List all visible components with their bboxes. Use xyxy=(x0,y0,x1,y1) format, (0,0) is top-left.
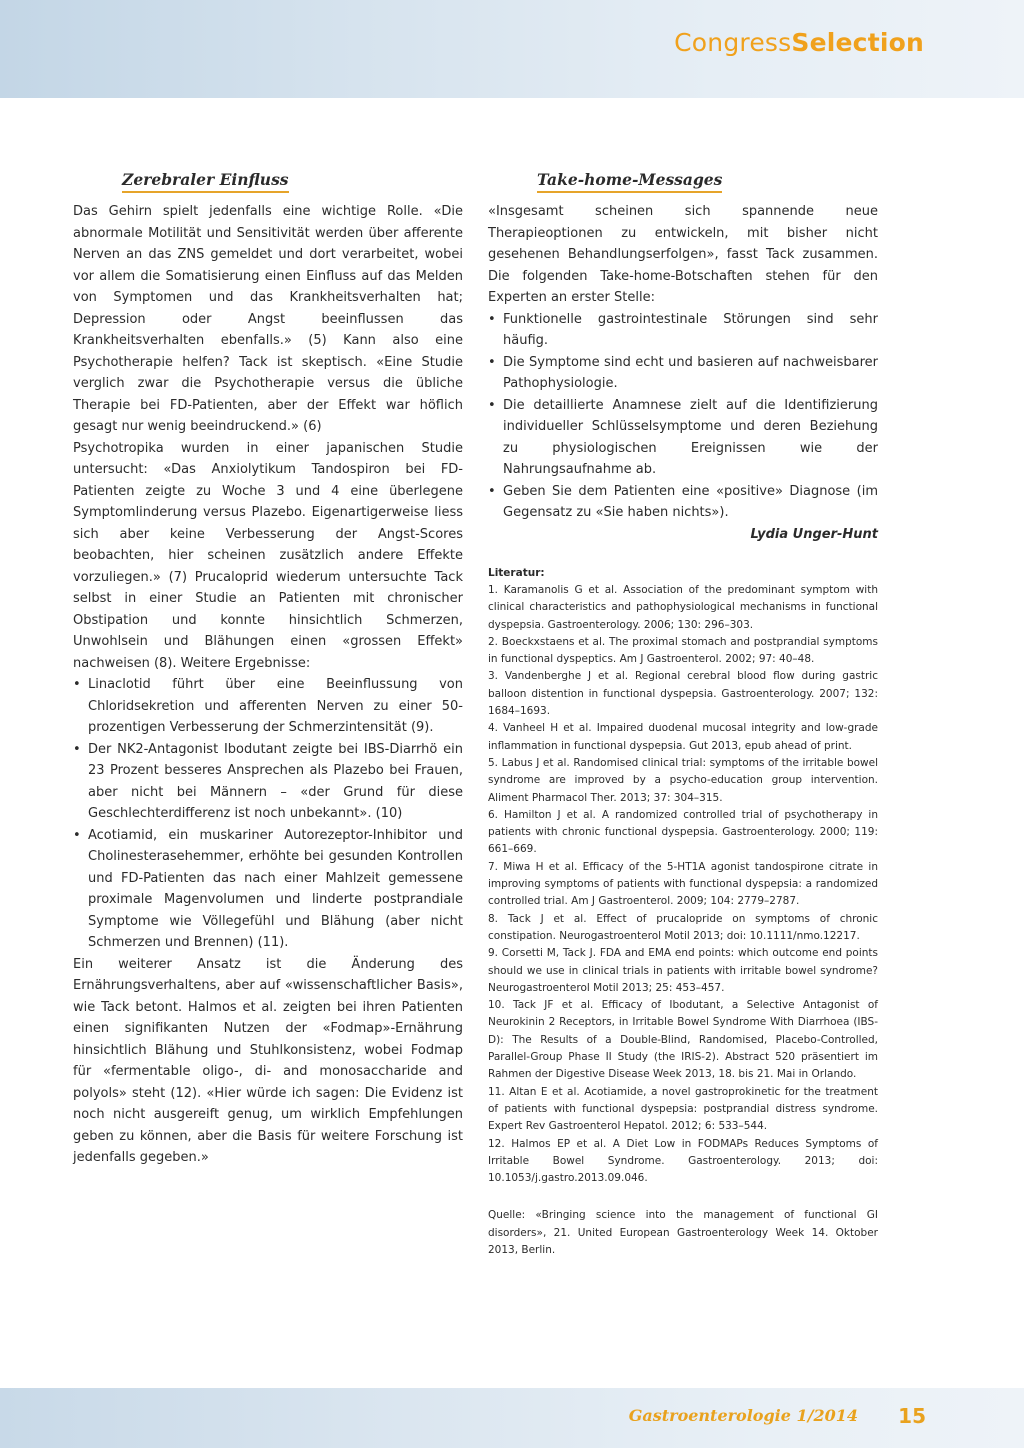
take-home-list xyxy=(488,309,878,524)
list-item: • Funktionelle gastrointestinale Störungen sind sehr häufig. xyxy=(488,309,878,352)
list-item: • Geben Sie dem Patienten eine «positive» Diagnose (im Gegensatz zu «Sie haben nichts»). xyxy=(488,481,878,524)
reference-item: 12. Halmos EP et al. A Diet Low in FODMAPs Reduces Symptoms of Irritable Bowel Syndrome. Gastroenterology. 2013; doi: 10.1053/j.gastro.2013.09.046. xyxy=(488,1137,878,1185)
list-item: • Die Symptome sind echt und basieren auf nachweisbarer Pathophysiologie. xyxy=(488,352,878,395)
reference-item: 1. Karamanolis G et al. Association of the predominant symptom with clinical characteristics and pathophysiological mechanisms in functional dyspepsia. Gastroenterology. 2006; 130: 296–303. xyxy=(488,584,878,631)
left-column xyxy=(73,170,463,1169)
source-note: Quelle: «Bringing science into the management of functional GI disorders», 21. United European Gastroenterology Week 14. Oktober 2013, Berlin. xyxy=(488,1209,878,1256)
list-item: • Linaclotid führt über eine Beeinflussung von Chloridsekretion und afferenten Nerven zu einer 50-prozentigen Verbesserung der Schmerzintensität (9). xyxy=(73,674,463,739)
reference-item: 11. Altan E et al. Acotiamide, a novel gastroprokinetic for the treatment of patients with functional dyspepsia: postprandial distress syndrome. Expert Rev Gastroenterol Hepatol. 2012; 6: 533–544. xyxy=(488,1085,878,1133)
section-heading-take-home: Take-home-Messages xyxy=(537,170,722,193)
reference-item: 8. Tack J et al. Effect of prucalopride on symptoms of chronic constipation. Neurogastroenterol Motil 2013; doi: 10.1111/nmo.12217. xyxy=(488,912,878,942)
literature-title: Literatur: xyxy=(488,567,545,579)
brand-bold: Selection xyxy=(791,28,924,57)
paragraph: Ein weiterer Ansatz ist die Änderung des Ernährungsverhaltens, aber auf «wissenschaftlicher Basis», wie Tack betont. Halmos et al. zeigten bei ihren Patienten einen signifikanten Nutzen der «Fodmap»-Ernährung hinsichtlich Blähung und Stuhlkonsistenz, wobei Fodmap für «fermentable oligo-, di- and monosaccharide and polyols» steht (12). «Hier würde ich sagen: Die Evidenz ist noch nicht ausgereift genug, um wirklich Empfehlungen geben zu können, aber die Basis für weitere Forschung ist jedenfalls gegeben.» xyxy=(73,956,463,1165)
paragraph: Das Gehirn spielt jedenfalls eine wichtige Rolle. «Die abnormale Motilität und Sensitivität werden über afferente Nerven an das ZNS gemeldet und dort verarbeitet, wobei vor allem die Somatisierung einen Einfluss auf das Melden von Symptomen und das Krankheitsverhalten hat; Depression oder Angst beeinflussen das Krankheitsverhalten ebenfalls.» (5) Kann also eine Psychotherapie helfen? Tack ist skeptisch. «Eine Studie verglich zwar die Psychotherapie versus die übliche Therapie bei FD-Patienten, aber der Effekt war höflich gesagt nur wenig beeindruckend.» (6) xyxy=(73,204,463,434)
results-list xyxy=(73,674,463,954)
section-heading-zerebral: Zerebraler Einfluss xyxy=(122,170,289,193)
literature-section xyxy=(488,565,878,1187)
right-body xyxy=(488,201,878,545)
reference-item: 9. Corsetti M, Tack J. FDA and EMA end points: which outcome end points should we use in clinical trials in patients with irritable bowel syndrome? Neurogastroenterol Motil 2013; 25: 453–457. xyxy=(488,947,878,994)
page-number: 15 xyxy=(898,1404,926,1428)
reference-item: 5. Labus J et al. Randomised clinical trial: symptoms of the irritable bowel syndrome are improved by a psycho-education group intervention. Aliment Pharmacol Ther. 2013; 37: 304–315. xyxy=(488,756,878,804)
list-item: • Die detaillierte Anamnese zielt auf die Identifizierung individueller Schlüsselsymptome und deren Beziehung zu physiologischen Ereignissen wie der Nahrungsaufnahme ab. xyxy=(488,395,878,481)
paragraph: Psychotropika wurden in einer japanischen Studie untersucht: «Das Anxiolytikum Tandospiron bei FD-Patienten zeigte zu Woche 3 und 4 eine überlegene Symptomlinderung versus Plazebo. Eigenartigerweise liess sich aber keine Verbesserung der Angst-Scores beobachten, hier scheinen zusätzlich andere Effekte vorzuliegen.» (7) Prucaloprid wiederum untersuchte Tack selbst in einer Studie an Patienten mit chronischer Obstipation und konnte hinsichtlich Schmerzen, Unwohlsein und Blähungen einen «grossen Effekt» nachweisen (8). Weitere Ergebnisse: xyxy=(73,440,463,671)
reference-item: 10. Tack JF et al. Efficacy of Ibodutant, a Selective Antagonist of Neurokinin 2 Receptors, in Irritable Bowel Syndrome With Diarrhoea (IBS-D): The Results of a Double-Blind, Randomised, Placebo-Controlled, Parallel-Group Phase II Study (the IRIS-2). Abstract 520 präsentiert im Rahmen der Digestive Disease Week 2013, 18. bis 21. Mai in Orlando. xyxy=(488,999,878,1081)
reference-item: 3. Vandenberghe J et al. Regional cerebral blood flow during gastric balloon distention in functional dyspepsia. Gastroenterology. 2007; 132: 1684–1693. xyxy=(488,670,878,718)
reference-item: 6. Hamilton J et al. A randomized controlled trial of psychotherapy in patients with chronic functional dyspepsia. Gastroenterology. 2000; 119: 661–669. xyxy=(488,808,878,856)
list-item: • Acotiamid, ein muskariner Autorezeptor-Inhibitor und Cholinesterasehemmer, erhöhte bei gesunden Kontrollen und FD-Patienten das nach einer Mahlzeit gemessene proximale Magenvolumen und linderte postprandiale Symptome wie Völlegefühl und Blähung (aber nicht Schmerzen und Brennen) (11). xyxy=(73,825,463,954)
footer-band xyxy=(0,1388,1024,1448)
reference-item: 2. Boeckxstaens et al. The proximal stomach and postprandial symptoms in functional dyspeptics. Am J Gastroenterol. 2002; 97: 40–48. xyxy=(488,635,878,666)
right-column xyxy=(488,170,878,1259)
reference-item: 7. Miwa H et al. Efficacy of the 5-HT1A agonist tandospirone citrate in improving symptoms of patients with functional dyspepsia: a randomized controlled trial. Am J Gastroenterol. 2009; 104: 2779–2787. xyxy=(488,860,878,908)
author-name: Lydia Unger-Hunt xyxy=(750,526,878,542)
brand-light: Congress xyxy=(674,28,792,57)
journal-title: Gastroenterologie 1/2014 xyxy=(628,1406,858,1425)
paragraph: «Insgesamt scheinen sich spannende neue Therapieoptionen zu entwickeln, mit bisher nicht gesehenen Behandlungserfolgen», fasst Tack zusammen. Die folgenden Take-home-Botschaften stehen für den Experten an erster Stelle: xyxy=(488,204,878,305)
brand-logo xyxy=(674,28,924,57)
left-body xyxy=(73,201,463,1169)
reference-item: 4. Vanheel H et al. Impaired duodenal mucosal integrity and low-grade inflammation in functional dyspepsia. Gut 2013, epub ahead of print. xyxy=(488,722,878,752)
list-item: • Der NK2-Antagonist Ibodutant zeigte bei IBS-Diarrhö ein 23 Prozent besseres Ansprechen als Plazebo bei Frauen, aber nicht bei Männern – «der Grund für diese Geschlechterdifferenz ist noch unbekannt». (10) xyxy=(73,739,463,825)
